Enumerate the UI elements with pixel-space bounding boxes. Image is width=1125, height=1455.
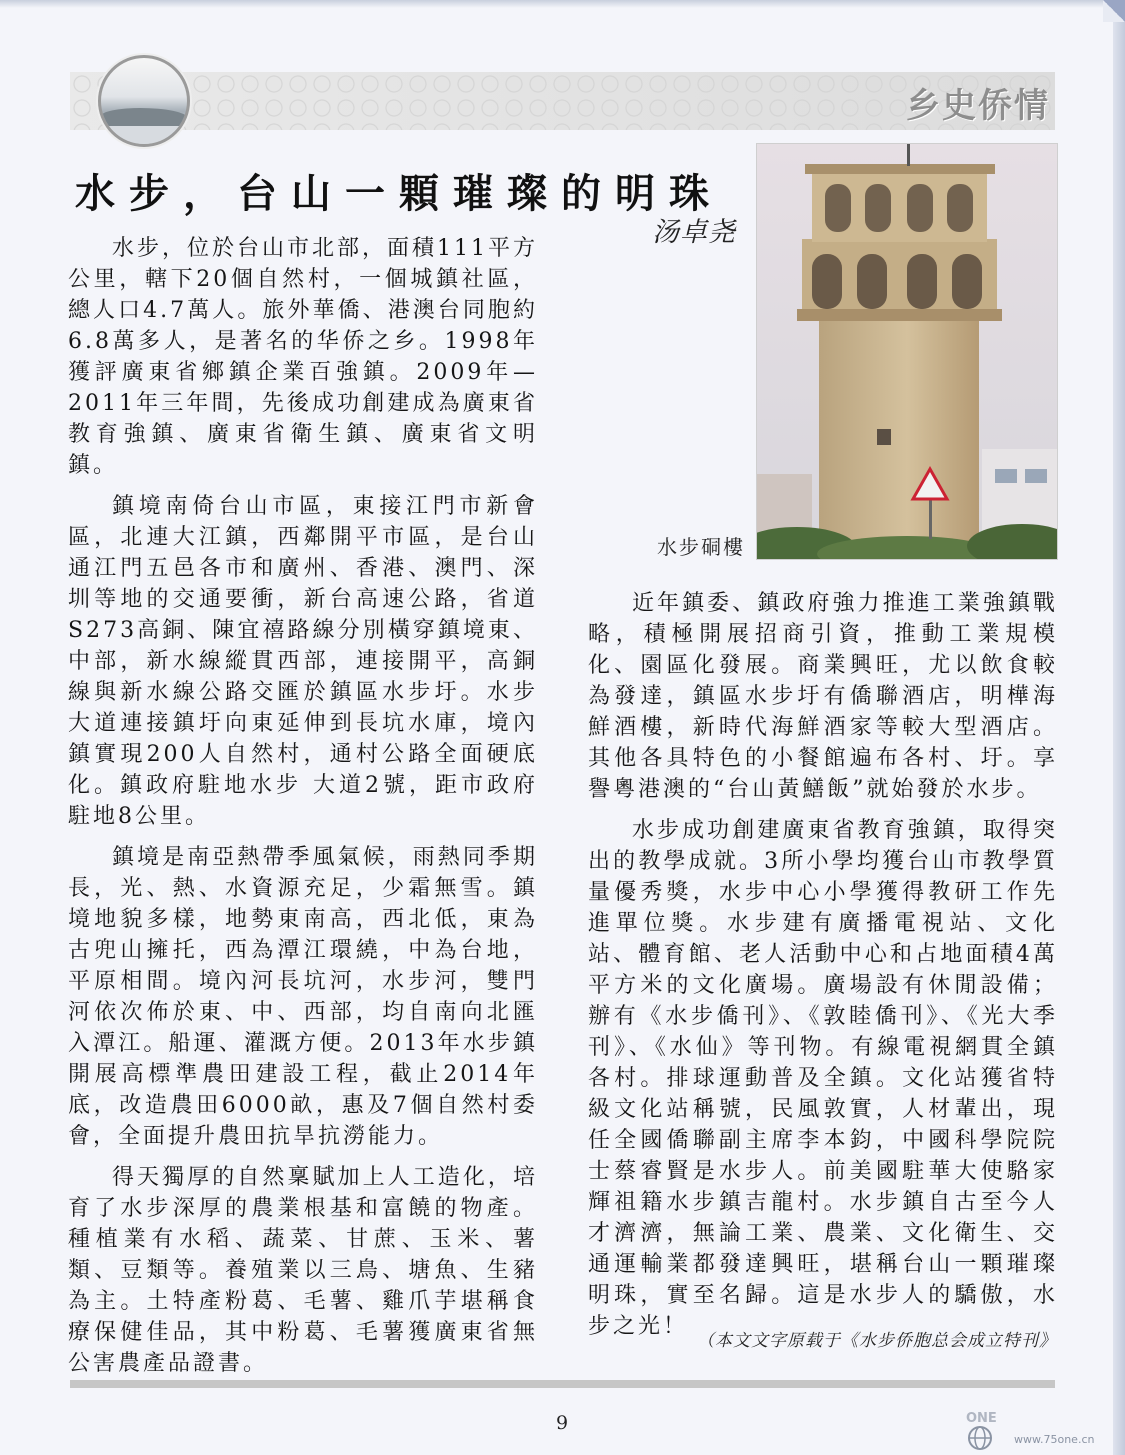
page-corner-fold[interactable] [1103, 0, 1125, 22]
photo-caption: 水步硐樓 [657, 535, 745, 559]
page-top-edge [0, 0, 1125, 8]
section-title: 乡史侨情 [906, 86, 1050, 126]
page-number: 9 [556, 1412, 569, 1434]
bottom-rule [70, 1380, 1055, 1388]
paragraph: 近年鎮委、鎮政府強力推進工業強鎮戰略，積極開展招商引資，推動工業規模化、園區化發展。商業興旺，尤以飲食較為發達，鎮區水步圩有僑聯酒店，明樺海鮮酒樓，新時代海鮮酒家等較大型酒店。其他各具特色的小餐館遍布各村、圩。享譽粵港澳的“台山黃鱔飯”就始發於水步。 [588, 591, 1058, 802]
article-left-column [68, 233, 538, 1389]
paragraph: 水步成功創建廣東省教育強鎮，取得突出的教學成就。3所小學均獲台山市教學質量優秀獎，水步中心小學獲得教研工作先進單位獎。水步建有廣播電視站、文化站、體育館、老人活動中心和占地面積4萬平方米的文化廣場。廣場設有休閒設備；辦有《水步僑刊》、《敦睦僑刊》、《光大季刊》、《水仙》等刊物。有線電視網貫全鎮各村。排球運動普及全鎮。文化站獲省特級文化站稱號，民風敦實，人材輩出，現任全國僑聯副主席李本鈞，中國科學院院士蔡睿賢是水步人。前美國駐華大使駱家輝祖籍水步鎮吉龍村。水步鎮自古至今人才濟濟，無論工業、農業、文化衛生、交通運輸業都發達興旺，堪稱台山一顆璀璨明珠，實至名歸。這是水步人的驕傲，水步之光！ [588, 818, 1058, 1339]
article-author: 汤卓尧 [652, 217, 736, 248]
paragraph: 水步，位於台山市北部，面積111平方公里，轄下20個自然村，一個城鎮社區，總人口4.7萬人。旅外華僑、港澳台同胞約6.8萬多人，是著名的华侨之乡。1998年獲評廣東省鄉鎮企業百強鎮。2009年—2011年三年間，先後成功創建成為廣東省教育強鎮、廣東省衛生鎮、廣東省文明鎮。 [68, 236, 538, 478]
watchtower-illustration [757, 144, 1057, 559]
paragraph: 得天獨厚的自然稟賦加上人工造化，培育了水步深厚的農業根基和富饒的物產。種植業有水稻、蔬菜、甘蔗、玉米、薯類、豆類等。養殖業以三鳥、塘魚、生豬為主。土特產粉葛、毛薯、雞爪芋堪稱食療保健佳品，其中粉葛、毛薯獲廣東省無公害農產品證書。 [68, 1165, 538, 1376]
paragraph: 鎮境南倚台山市區，東接江門市新會區，北連大江鎮，西鄰開平市區，是台山通江門五邑各市和廣州、香港、澳門、深圳等地的交通要衝，新台高速公路，省道S273高銅、陳宜禧路線分別橫穿鎮境東、中部，新水線縱貫西部，連接開平，高銅線與新水線公路交匯於鎮區水步圩。水步大道連接鎮圩向東延伸到長坑水庫，境內鎮實現200人自然村，通村公路全面硬底化。鎮政府駐地水步 大道2號，距市政府駐地8公里。 [68, 494, 538, 829]
article-title: 水步，台山一顆璀璨的明珠 [75, 170, 723, 217]
article-right-column [588, 588, 1058, 1352]
landscape-logo-icon [98, 55, 190, 147]
page-right-edge [1113, 0, 1125, 1455]
watermark-url[interactable]: www.75one.cn [1014, 1433, 1095, 1446]
source-note: （本文文字原载于《水步侨胞总会成立特刊》 [697, 1331, 1057, 1351]
paragraph: 鎮境是南亞熱帶季風氣候，雨熱同季期長，光、熱、水資源充足，少霜無雪。鎮境地貌多樣，地勢東南高，西北低，東為古兜山擁托，西為潭江環繞，中為台地，平原相間。境內河長坑河，水步河，雙門河依次佈於東、中、西部，均自南向北匯入潭江。船運、灌溉方便。2013年水步鎮開展高標準農田建設工程，截止2014年底，改造農田6000畝，惠及7個自然村委會，全面提升農田抗旱抗澇能力。 [68, 845, 538, 1149]
watermark-logo-letters: ONE [966, 1411, 997, 1426]
watchtower-photo [756, 143, 1058, 560]
